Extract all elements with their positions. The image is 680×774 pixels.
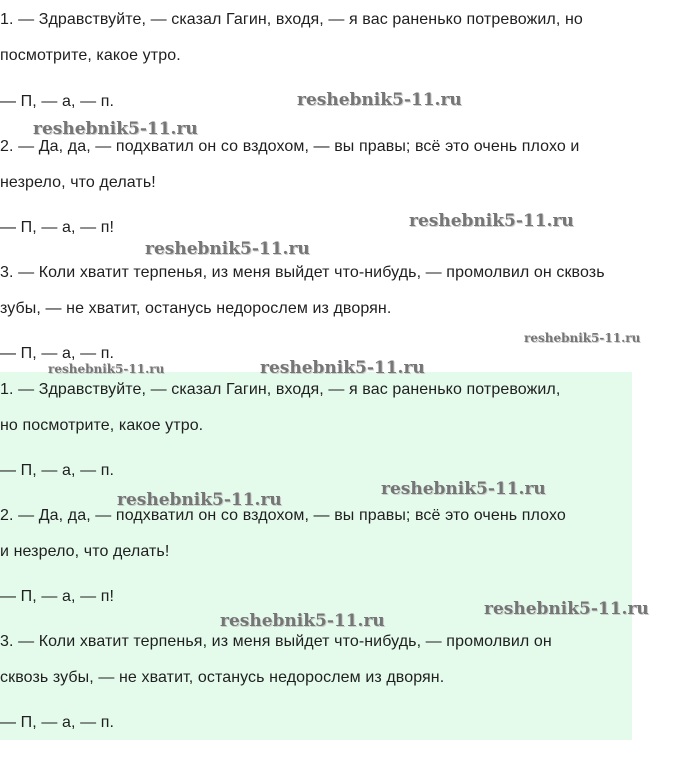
watermark: reshebnik5-11.ru: [48, 362, 165, 376]
block1-line-7: 3. — Коли хватит терпенья, из меня выйдет что-нибудь, — промолвил он сквозь: [0, 264, 605, 281]
watermark: reshebnik5-11.ru: [33, 119, 198, 139]
block2-line-8: сквозь зубы, — не хватит, останусь недорослем из дворян.: [0, 669, 445, 686]
block1-line-5: незрело, что делать!: [0, 174, 156, 191]
watermark: reshebnik5-11.ru: [409, 211, 574, 231]
watermark: reshebnik5-11.ru: [260, 358, 425, 378]
block1-line-1: 1. — Здравствуйте, — сказал Гагин, входя, — я вас раненько потревожил, но: [0, 11, 583, 28]
block1-line-8: зубы, — не хватит, останусь недорослем из дворян.: [0, 300, 392, 317]
block1-line-6: — П, — а, — п!: [0, 219, 115, 236]
block2-line-3: — П, — а, — п.: [0, 462, 115, 479]
watermark: reshebnik5-11.ru: [220, 611, 385, 631]
block2-line-9: — П, — а, — п.: [0, 714, 115, 731]
block2-line-1: 1. — Здравствуйте, — сказал Гагин, входя, — я вас раненько потревожил,: [0, 381, 561, 398]
watermark: reshebnik5-11.ru: [297, 90, 462, 110]
block1-line-2: посмотрите, какое утро.: [0, 47, 181, 64]
watermark: reshebnik5-11.ru: [145, 239, 310, 259]
block2-line-5: и незрело, что делать!: [0, 543, 170, 560]
watermark: reshebnik5-11.ru: [117, 490, 282, 510]
block2-line-6: — П, — а, — п!: [0, 588, 115, 605]
block1-line-9: — П, — а, — п.: [0, 345, 115, 362]
block2-line-4: 2. — Да, да, — подхватил он со вздохом, — вы правы; всё это очень плохо: [0, 507, 566, 524]
watermark: reshebnik5-11.ru: [381, 479, 546, 499]
watermark: reshebnik5-11.ru: [524, 331, 641, 345]
block2-line-7: 3. — Коли хватит терпенья, из меня выйдет что-нибудь, — промолвил он: [0, 633, 552, 650]
block2-line-2: но посмотрите, какое утро.: [0, 417, 204, 434]
block1-line-3: — П, — а, — п.: [0, 93, 115, 110]
watermark: reshebnik5-11.ru: [484, 599, 649, 619]
block1-line-4: 2. — Да, да, — подхватил он со вздохом, — вы правы; всё это очень плохо и: [0, 138, 580, 155]
